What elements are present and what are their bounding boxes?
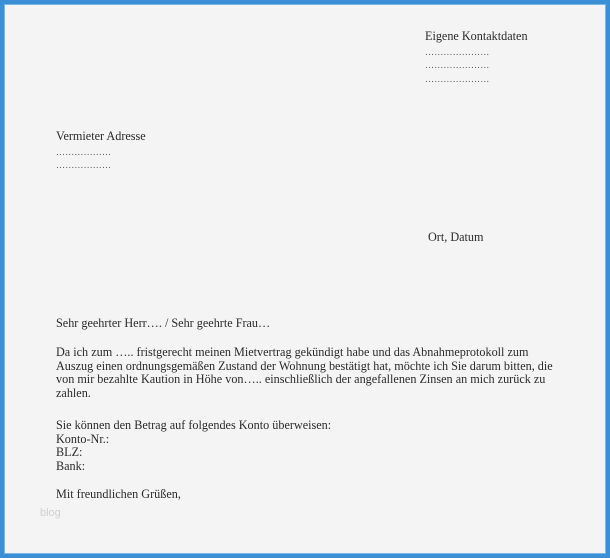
place-date-line: Ort, Datum: [428, 230, 484, 244]
watermark: blog: [40, 507, 61, 519]
payment-intro: Sie können den Betrag auf folgendes Konto überweisen:: [56, 418, 332, 432]
bank-label: Bank:: [56, 458, 86, 473]
sender-contact-block: [425, 30, 528, 86]
landlord-address-block: [56, 130, 146, 173]
recipient-line-1: ………………: [56, 146, 112, 157]
salutation: Sehr geehrter Herr…. / Sehr geehrte Frau…: [56, 316, 271, 330]
blz-label: BLZ:: [56, 445, 83, 460]
sender-line-3: …………………: [425, 73, 490, 84]
payment-details-block: [56, 419, 331, 473]
body-paragraph: Da ich zum ….. fristgerecht meinen Mietvertrag gekündigt habe und das Abnahmeprotokoll zum Auszug einen ordnungsgemäßen Zustand der Wohnung bestätigt hat, möchte ich Sie darum bitten, die von mir bezahlte Kaution in Höhe von….. einschließlich der angefallenen Zinsen an mich zurück zu zahlen.: [56, 345, 553, 400]
closing-greeting: Mit freundlichen Grüßen,: [56, 487, 181, 501]
sender-line-2: …………………: [425, 60, 490, 70]
sender-title: Eigene Kontaktdaten: [425, 29, 528, 43]
account-number-label: Konto-Nr.:: [56, 431, 110, 446]
recipient-title: Vermieter Adresse: [56, 129, 146, 143]
sender-line-1: …………………: [425, 46, 490, 57]
recipient-line-2: ………………: [56, 160, 112, 170]
